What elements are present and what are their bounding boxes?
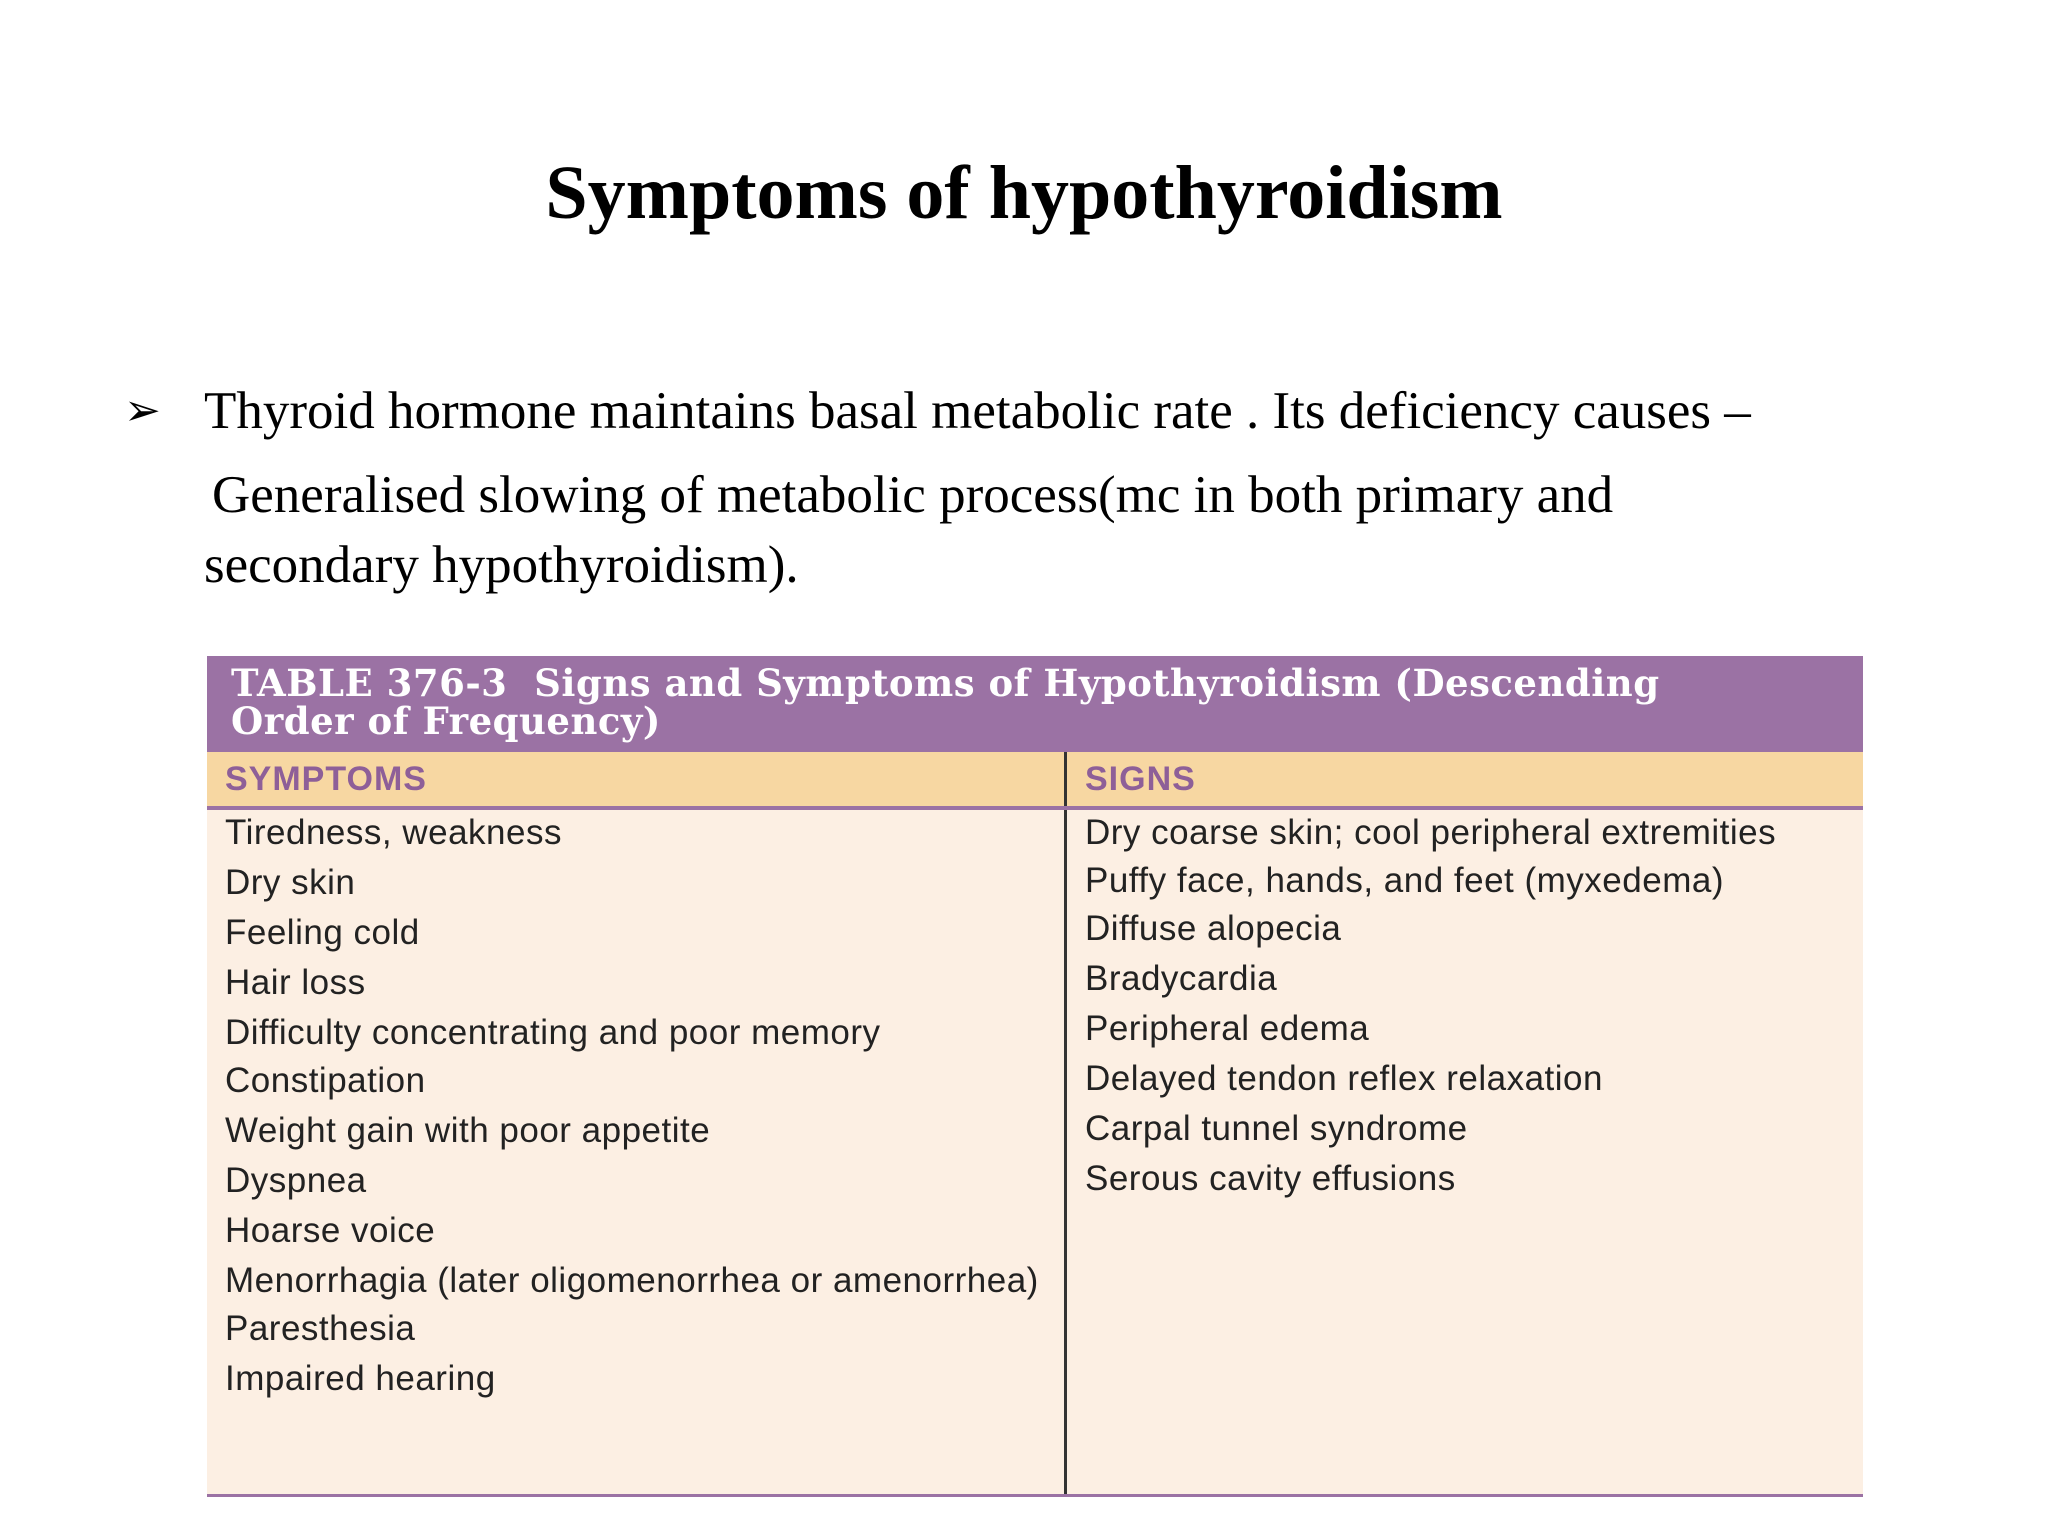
sign-item: Serous cavity effusions: [1085, 1159, 1456, 1198]
symptom-item: Feeling cold: [225, 913, 420, 952]
table-body: [207, 810, 1863, 1497]
table-caption-line-1: TABLE 376-3 Signs and Symptoms of Hypothyroidism (Descending: [231, 661, 1660, 705]
symptom-item: Hair loss: [225, 963, 366, 1002]
table-caption-line-2: Order of Frequency): [231, 699, 661, 743]
symptom-item: Dyspnea: [225, 1161, 367, 1200]
sign-item: Peripheral edema: [1085, 1009, 1370, 1048]
sign-item: Puffy face, hands, and feet (myxedema): [1085, 861, 1724, 900]
bullet-item: [124, 376, 1924, 446]
header-symptoms: SYMPTOMS: [207, 752, 1067, 806]
symptoms-table-figure: [207, 656, 1863, 1494]
header-signs: SIGNS: [1085, 760, 1196, 798]
signs-column: [1067, 810, 1863, 1494]
arrowhead-bullet-icon: ➢: [124, 385, 161, 436]
bullet-line-3: secondary hypothyroidism).: [204, 536, 799, 594]
symptoms-column: [207, 810, 1067, 1494]
sign-item: Delayed tendon reflex relaxation: [1085, 1059, 1603, 1098]
symptom-item: Dry skin: [225, 863, 356, 902]
bullet-line-1: Thyroid hormone maintains basal metabolic rate . Its deficiency causes –: [204, 382, 1751, 440]
bullet-line-2: Generalised slowing of metabolic process(mc in both primary and: [212, 466, 1614, 524]
bullet-paragraph: [124, 376, 1924, 600]
sign-item: Bradycardia: [1085, 959, 1278, 998]
table-caption: [207, 656, 1863, 752]
sign-item: Dry coarse skin; cool peripheral extremities: [1085, 813, 1777, 852]
slide-title: Symptoms of hypothyroidism: [545, 151, 1503, 235]
symptom-item: Hoarse voice: [225, 1211, 436, 1250]
symptom-item: Difficulty concentrating and poor memory: [225, 1013, 881, 1052]
sign-item: Carpal tunnel syndrome: [1085, 1109, 1468, 1148]
symptom-item: Impaired hearing: [225, 1359, 496, 1398]
symptom-item: Menorrhagia (later oligomenorrhea or amenorrhea): [225, 1261, 1039, 1300]
symptom-item: Paresthesia: [225, 1309, 416, 1348]
table-header-row: [207, 752, 1863, 810]
symptom-item: Constipation: [225, 1061, 426, 1100]
sign-item: Diffuse alopecia: [1085, 909, 1342, 948]
symptom-item: Tiredness, weakness: [225, 813, 562, 852]
symptom-item: Weight gain with poor appetite: [225, 1111, 711, 1150]
